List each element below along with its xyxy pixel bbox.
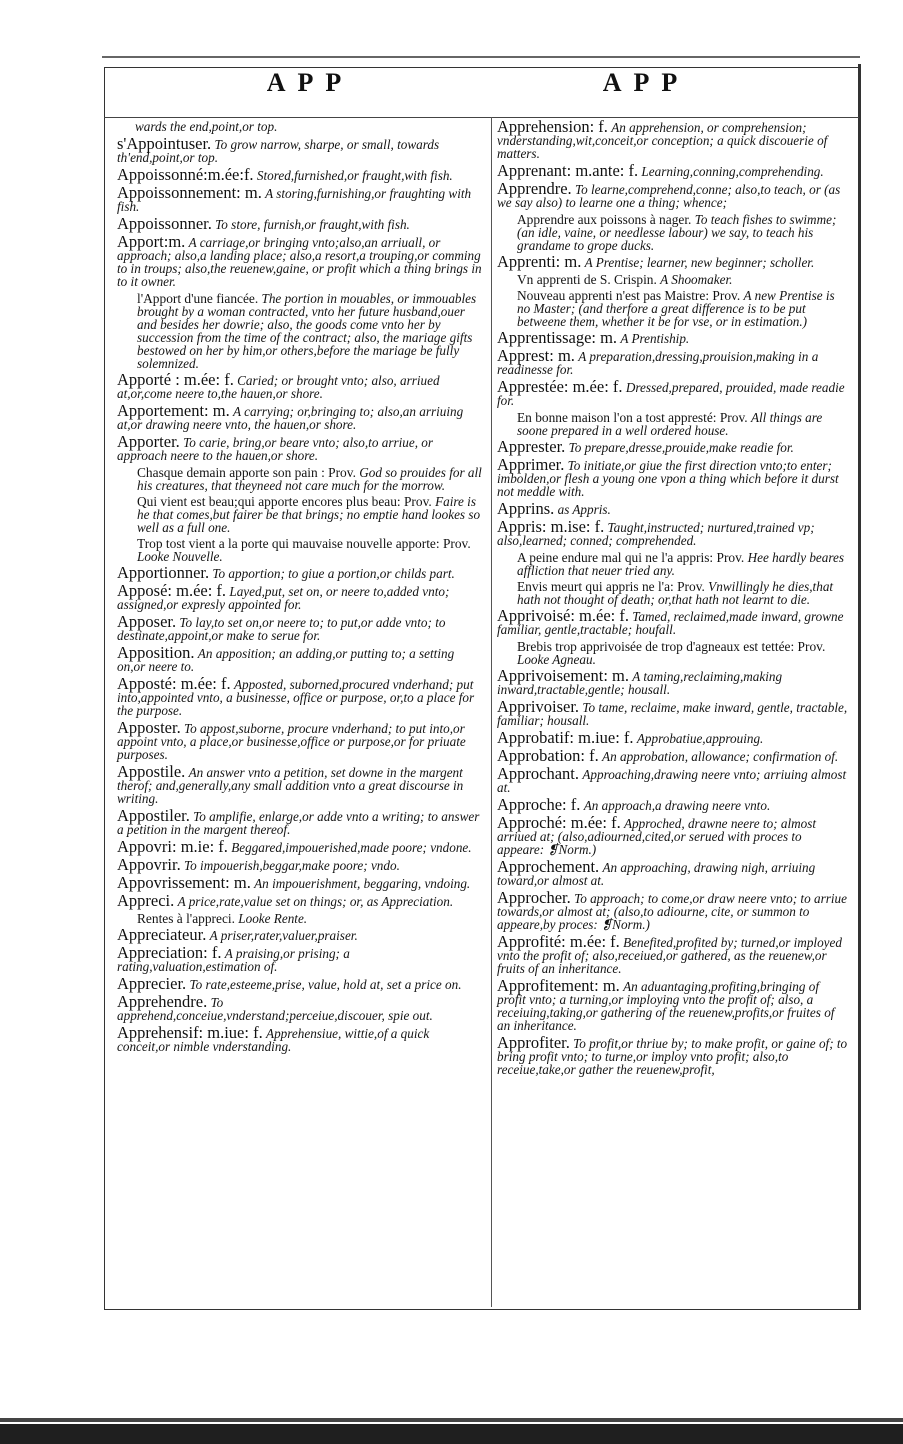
entry-headword: Appoissonner. <box>117 214 212 233</box>
entry-headword: Apprivoisement: m. <box>497 666 629 685</box>
entry-headword: Apprenant: m.ante: f. <box>497 161 639 180</box>
entry-definition: A taming,reclaiming,making inward,tractable,gentle; housall. <box>497 669 783 697</box>
dictionary-entry <box>117 432 485 463</box>
entry-definition: An apposition; an adding,or putting to; a setting on,or neere to. <box>117 646 455 674</box>
dictionary-entry <box>117 992 485 1023</box>
entry-headword: En bonne maison l'on a tost appresté: Prov. <box>517 410 748 425</box>
entry-definition: An approach,a drawing neere vnto. <box>583 798 771 813</box>
dictionary-entry <box>117 806 485 837</box>
entry-definition: Tamed, reclaimed,made inward, growne familiar, gentle,tractable; houfall. <box>497 609 844 637</box>
dictionary-entry <box>497 697 849 728</box>
dictionary-entry <box>117 674 485 718</box>
dictionary-entry <box>117 401 485 432</box>
dictionary-entry <box>117 855 485 874</box>
entry-headword: Apprimer. <box>497 455 565 474</box>
entry-definition: Benefited,profited by; turned,or imployed vnto the profit of; also,receiued,or gathered, as the reuenew,or fruits of an inheritance. <box>497 935 842 976</box>
entry-definition: A storing,furnishing,or fraughting with fish. <box>117 186 472 214</box>
dictionary-entry <box>497 764 849 795</box>
entry-definition: Apprehensiue, wittie,of a quick conceit,or nimble vnderstanding. <box>117 1026 430 1054</box>
entry-headword: Apposer. <box>117 612 177 631</box>
entry-headword: Envis meurt qui appris ne l'a: Prov. <box>517 579 705 594</box>
entry-definition: God so prouides for all his creatures, that theyneed not care much for the morrow. <box>137 465 482 493</box>
dictionary-entry <box>497 517 849 548</box>
entry-definition: Looke Nouvelle. <box>137 549 223 564</box>
entry-headword: l'Apport d'une fiancée. <box>137 291 259 306</box>
dictionary-entry <box>497 117 849 161</box>
entry-definition: Taught,instructed; nurtured,trained vp; also,learned; conned; comprehended. <box>497 520 815 548</box>
running-head-right: APP <box>602 68 690 97</box>
entry-headword: Approfité: m.ée: f. <box>497 932 620 951</box>
entry-definition: Approched, drawne neere to; almost arriued at; (also,adiourned,cited,or serued with proces to appeare: ❡Norm.) <box>497 816 817 857</box>
entry-headword: Appostiler. <box>117 806 190 825</box>
entry-headword: Apprendre aux poissons à nager. <box>517 212 692 227</box>
right-column <box>497 117 849 1080</box>
entry-definition: An aduantaging,profiting,bringing of profit vnto; a turning,or imploying vnto the profit of; also, a receiuing,taking,or gathering of the reuenew,profits,or fruites of an inheritance. <box>497 979 835 1033</box>
entry-definition: To prepare,dresse,prouide,make readie for. <box>568 440 794 455</box>
entry-headword: Apposter. <box>117 718 181 737</box>
entry-headword: Apprest: m. <box>497 346 575 365</box>
dictionary-entry <box>117 612 485 643</box>
entry-headword: Apporté : m.ée: f. <box>117 370 234 389</box>
entry-headword: Nouveau apprenti n'est pas Maistre: Prov. <box>517 288 741 303</box>
entry-definition: To appost,suborne, procure vnderhand; to put into,or appoint vnto, a place,or businesse,office or purpose,or for priuate purposes. <box>117 721 466 762</box>
dictionary-entry <box>117 762 485 806</box>
entry-definition: A priser,rater,valuer,praiser. <box>209 928 358 943</box>
entry-definition: An approbation, allowance; confirmation of. <box>602 749 839 764</box>
dictionary-entry <box>117 974 485 993</box>
dictionary-entry <box>117 183 485 214</box>
entry-definition: An impouerishment, beggaring, vndoing. <box>254 876 471 891</box>
entry-definition: A Prentise; learner, new beginner; scholler. <box>584 255 815 270</box>
top-rule <box>102 56 860 58</box>
entry-definition: Hee hardly beares affliction that neuer tried any. <box>517 550 845 578</box>
dictionary-entry <box>117 466 485 492</box>
dictionary-entry <box>497 328 849 347</box>
entry-headword: Apportement: m. <box>117 401 230 420</box>
entry-headword: Apporter. <box>117 432 180 451</box>
entry-definition: All things are soone prepared in a well ordered house. <box>517 410 823 438</box>
entry-headword: A peine endure mal qui ne l'a appris: Prov. <box>517 550 745 565</box>
header-rule <box>104 117 859 118</box>
dictionary-entry <box>497 580 849 606</box>
bottom-scan-edge <box>0 1424 903 1444</box>
entry-headword: Appreciateur. <box>117 925 207 944</box>
dictionary-entry <box>497 813 849 857</box>
entry-headword: Apprester. <box>497 437 566 456</box>
entry-headword: Apportionner. <box>117 563 210 582</box>
entry-definition: A price,rate,value set on things; or, as Appreciation. <box>177 894 454 909</box>
dictionary-entry <box>117 643 485 674</box>
running-head-left: APP <box>266 68 354 97</box>
entry-headword: Apposé: m.ée: f. <box>117 581 227 600</box>
entry-headword: Appovri: m.ie: f. <box>117 837 228 856</box>
entry-headword: Approché: m.ée: f. <box>497 813 621 832</box>
dictionary-entry <box>117 718 485 762</box>
column-rule <box>491 117 492 1307</box>
entry-headword: Appreciation: f. <box>117 943 222 962</box>
entry-definition: wards the end,point,or top. <box>135 119 278 134</box>
entry-headword: Apposition. <box>117 643 195 662</box>
entry-headword: Apprehendre. <box>117 992 208 1011</box>
dictionary-entry <box>497 179 849 210</box>
dictionary-entry <box>497 606 849 637</box>
dictionary-entry <box>497 289 849 328</box>
entry-definition: Looke Agneau. <box>517 652 596 667</box>
dictionary-entry <box>117 563 485 582</box>
entry-definition: A new Prentise is no Master; (and therfore a great difference is to be put betweene them, whether it be for vse, or in estimation.) <box>517 288 835 329</box>
dictionary-entry <box>497 666 849 697</box>
dictionary-entry <box>497 857 849 888</box>
entry-headword: Brebis trop apprivoisée de trop d'agneaux est tettée: Prov. <box>517 639 826 654</box>
entry-definition: Beggared,impouerished,made poore; vndone. <box>231 840 472 855</box>
dictionary-entry <box>497 499 849 518</box>
dictionary-entry <box>117 495 485 534</box>
entry-definition: A carrying; or,bringing to; also,an arriuing at,or drawing neere vnto, the hauen,or shore. <box>117 404 464 432</box>
entry-definition: Learning,conning,comprehending. <box>641 164 824 179</box>
dictionary-entry <box>117 1023 485 1054</box>
dictionary-entry <box>497 1033 849 1077</box>
dictionary-entry <box>117 943 485 974</box>
entry-headword: Appovrir. <box>117 855 181 874</box>
dictionary-entry <box>497 411 849 437</box>
dictionary-entry <box>497 252 849 271</box>
entry-definition: Dressed,prepared, prouided, made readie for. <box>497 380 845 408</box>
entry-headword: Apprivoisé: m.ée: f. <box>497 606 629 625</box>
dictionary-entry <box>497 346 849 377</box>
entry-definition: To rate,esteeme,prise, value, hold at, set a price on. <box>189 977 462 992</box>
dictionary-entry <box>497 273 849 286</box>
dictionary-entry <box>117 370 485 401</box>
dictionary-entry <box>497 551 849 577</box>
entry-definition: A carriage,or bringing vnto;also,an arriuall, or approach; also,a landing place; also,a resort,a trouping,or comming to in troups; also,the reuenew,gaine, or profit which a thing brings in to it owner. <box>117 235 482 289</box>
entry-headword: Approfiter. <box>497 1033 570 1052</box>
entry-headword: Apport:m. <box>117 232 186 251</box>
entry-definition: Approaching,drawing neere vnto; arriuing almost at. <box>497 767 847 795</box>
entry-definition: An answer vnto a petition, set downe in the margent therof; and,generally,any small addition vnto a great discourse in writing. <box>117 765 464 806</box>
dictionary-entry <box>497 795 849 814</box>
bottom-scan-line <box>0 1418 903 1422</box>
entry-headword: Appreci. <box>117 891 175 910</box>
entry-definition: Looke Rente. <box>238 911 308 926</box>
dictionary-entry <box>117 891 485 910</box>
dictionary-entry <box>497 932 849 976</box>
entry-headword: Approchant. <box>497 764 580 783</box>
entry-definition: To store, furnish,or fraught,with fish. <box>215 217 410 232</box>
entry-definition: A preparation,dressing,prouision,making in a readinesse for. <box>497 349 819 377</box>
entry-definition: Caried; or brought vnto; also, arriued at,or,come neere to,the hauen,or shore. <box>117 373 440 401</box>
entry-headword: Qui vient est beau;qui apporte encores plus beau: Prov. <box>137 494 432 509</box>
entry-headword: Approbation: f. <box>497 746 599 765</box>
entry-headword: Approbatif: m.iue: f. <box>497 728 634 747</box>
entry-headword: Apprenti: m. <box>497 252 582 271</box>
dictionary-entry <box>497 746 849 765</box>
entry-definition: To teach fishes to swimme; (an idle, vaine, or needlesse labour) we say, to teach his grandame to grope ducks. <box>517 212 837 253</box>
entry-definition: Layed,put, set on, or neere to,added vnto; assigned,or expresly appointed for. <box>117 584 450 612</box>
entry-definition: A Prentiship. <box>620 331 690 346</box>
entry-definition: To learne,comprehend,conne; also,to teach, or (as we say also) to learne one a thing; whence; <box>497 182 841 210</box>
entry-definition: To impouerish,beggar,make poore; vndo. <box>184 858 400 873</box>
entry-headword: Appris: m.ise: f. <box>497 517 605 536</box>
entry-headword: Vn apprenti de S. Crispin. <box>517 272 657 287</box>
entry-headword: Apprehension: f. <box>497 117 608 136</box>
entry-headword: Approfitement: m. <box>497 976 620 995</box>
entry-headword: Apprestée: m.ée: f. <box>497 377 623 396</box>
entry-headword: Apposté: m.ée: f. <box>117 674 231 693</box>
dictionary-entry <box>117 232 485 289</box>
entry-headword: Apprecier. <box>117 974 187 993</box>
entry-headword: Appoissonné:m.ée:f. <box>117 165 254 184</box>
entry-definition: Vnwillingly he dies,that hath not thought of death; or,that hath not learnt to die. <box>517 579 834 607</box>
entry-headword: Approcher. <box>497 888 571 907</box>
entry-definition: To carie, bring,or beare vnto; also,to arriue, or approach neere to the hauen,or shore. <box>117 435 434 463</box>
entry-headword: Rentes à l'appreci. <box>137 911 235 926</box>
entry-headword: Appovrissement: m. <box>117 873 251 892</box>
dictionary-entry <box>497 455 849 499</box>
dictionary-entry <box>117 912 485 925</box>
left-column <box>117 120 485 1057</box>
frame-right-edge <box>858 64 861 1310</box>
entry-definition: To lay,to set on,or neere to; to put,or adde vnto; to destinate,appoint,or make to serue for. <box>117 615 446 643</box>
entry-headword: Apprehensif: m.iue: f. <box>117 1023 263 1042</box>
entry-definition: To grow narrow, sharpe, or small, towards th'end,point,or top. <box>117 137 440 165</box>
dictionary-entry <box>117 165 485 184</box>
entry-headword: Apprins. <box>497 499 555 518</box>
entry-headword: Apprentissage: m. <box>497 328 618 347</box>
entry-definition: Approbatiue,approuing. <box>636 731 764 746</box>
entry-definition: To approach; to come,or draw neere vnto; to arriue towards,or almost at; (also,to adiourne, cite, or summon to appeare,by proces: ❡Norm.) <box>497 891 847 932</box>
entry-headword: Trop tost vient a la porte qui mauvaise nouvelle apporte: Prov. <box>137 536 471 551</box>
entry-definition: To amplifie, enlarge,or adde vnto a writing; to answer a petition in the margent thereof. <box>117 809 480 837</box>
entry-definition: A praising,or prising; a rating,valuation,estimation of. <box>117 946 350 974</box>
entry-headword: Appostile. <box>117 762 186 781</box>
entry-definition: An approaching, drawing nigh, arriuing toward,or almost at. <box>497 860 816 888</box>
dictionary-entry <box>497 161 849 180</box>
entry-definition: as Appris. <box>557 502 611 517</box>
entry-definition: An apprehension, or comprehension; vnderstanding,wit,conceit,or conception; a quick discouerie of matters. <box>497 120 828 161</box>
dictionary-entry <box>497 728 849 747</box>
entry-definition: To profit,or thriue by; to make profit, or gaine of; to bring profit vnto; to turne,or imploy vnto profit; also,to receiue,take,or gather the reuenew,profit, <box>497 1036 848 1077</box>
dictionary-entry <box>117 214 485 233</box>
entry-headword: Chasque demain apporte son pain : Prov. <box>137 465 356 480</box>
entry-definition: Faire is he that comes,but fairer be that brings; no emptie hand lookes so well as a full one. <box>137 494 481 535</box>
dictionary-entry <box>117 134 485 165</box>
entry-definition: The portion in mouables, or immouables brought by a woman contracted, vnto her future husband,ouer and besides her dowrie; also, the goods come vnto her by succession from the time of the contract; also, the mariage gifts bestowed on her by him,or others,before the mariage be fully solemnized. <box>137 291 477 371</box>
entry-definition: Stored,furnished,or fraught,with fish. <box>256 168 453 183</box>
dictionary-entry <box>497 888 849 932</box>
entry-definition: Apposted, suborned,procured vnderhand; put into,appointed vnto, a businesse, office or purpose, or,to a place for the purpose. <box>117 677 475 718</box>
entry-definition: A Shoomaker. <box>660 272 733 287</box>
dictionary-entry <box>497 377 849 408</box>
entry-headword: Approche: f. <box>497 795 581 814</box>
dictionary-entry <box>117 837 485 856</box>
entry-headword: Apprendre. <box>497 179 572 198</box>
dictionary-entry <box>497 213 849 252</box>
entry-headword: Appoissonnement: m. <box>117 183 262 202</box>
dictionary-entry <box>497 437 849 456</box>
dictionary-entry <box>117 120 485 133</box>
entry-definition: To initiate,or giue the first direction vnto;to enter; imbolden,or flesh a young one vpon a thing which before it durst not meddle with. <box>497 458 839 499</box>
entry-headword: Apprivoiser. <box>497 697 580 716</box>
dictionary-entry <box>117 925 485 944</box>
dictionary-entry <box>497 976 849 1033</box>
entry-definition: To apportion; to giue a portion,or childs part. <box>212 566 455 581</box>
entry-definition: To tame, reclaime, make inward, gentle, tractable, familiar; housall. <box>497 700 848 728</box>
dictionary-entry <box>117 537 485 563</box>
entry-definition: To apprehend,conceiue,vnderstand;perceiue,discouer, spie out. <box>117 995 433 1023</box>
dictionary-entry <box>117 581 485 612</box>
dictionary-entry <box>117 873 485 892</box>
entry-headword: s'Appointuser. <box>117 134 212 153</box>
dictionary-entry <box>117 292 485 370</box>
dictionary-entry <box>497 640 849 666</box>
entry-headword: Approchement. <box>497 857 600 876</box>
